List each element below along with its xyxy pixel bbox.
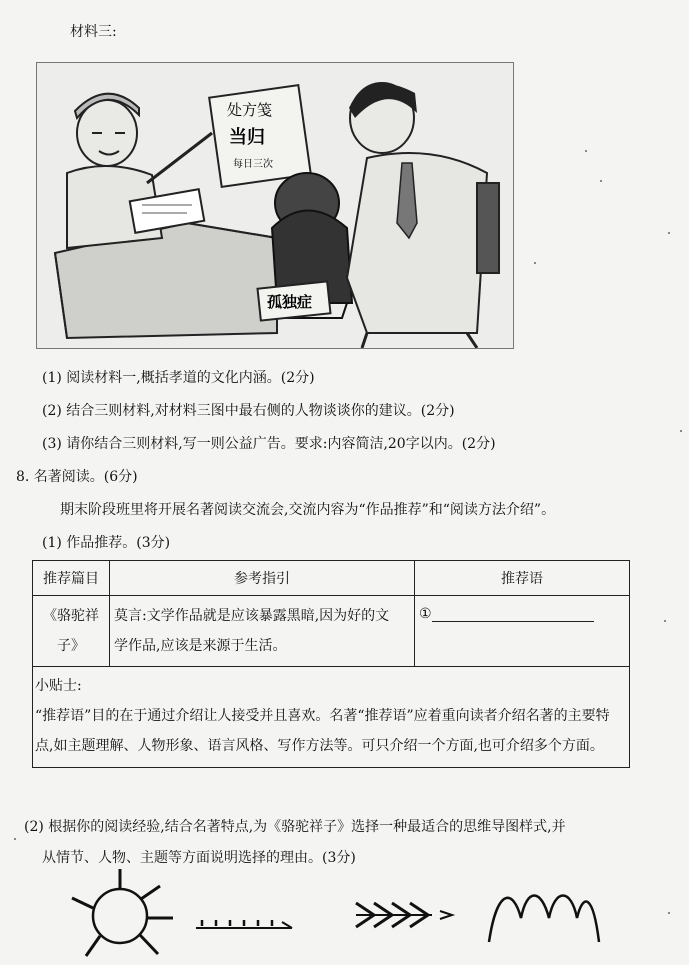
wave-curve-icon[interactable] <box>485 878 605 948</box>
answer-marker: ① <box>419 606 432 622</box>
guide-cell <box>110 596 415 667</box>
recommendation-table <box>32 560 630 768</box>
header-guide: 参考指引 <box>110 561 415 596</box>
material-3-title: 材料三: <box>70 24 117 40</box>
cartoon-illustration <box>36 62 514 349</box>
sun-diagram-icon[interactable] <box>60 866 180 962</box>
tips-text: “推荐语”目的在于通过介绍让人接受并且喜欢。名著“推荐语”应着重向读者介绍名著的主要特点,如主题理解、人物形象、语言风格、写作方法等。可只介绍一个方面,也可介绍多个方面。 <box>35 708 610 754</box>
q8-part2-line-2: 从情节、人物、主题等方面说明选择的理由。(3分) <box>42 850 356 866</box>
answer-blank-line[interactable] <box>432 607 594 622</box>
q8-title: 8. 名著阅读。(6分) <box>16 469 138 485</box>
chevron-sequence-icon[interactable] <box>352 895 467 935</box>
tips-row <box>33 667 630 768</box>
cartoon-svg <box>37 63 513 348</box>
question-1: (1) 阅读材料一,概括孝道的文化内涵。(2分) <box>42 370 315 386</box>
question-2: (2) 结合三则材料,对材料三图中最右侧的人物谈谈你的建议。(2分) <box>42 403 455 419</box>
q8-part2-line-1: (2) 根据你的阅读经验,结合名著特点,为《骆驼祥子》选择一种最适合的思维导图样式,并 <box>24 819 566 835</box>
tips-cell <box>33 667 630 768</box>
question-3: (3) 请你结合三则材料,写一则公益广告。要求:内容简洁,20字以内。(2分) <box>42 436 496 452</box>
book-cell <box>33 596 110 667</box>
table-header-row <box>33 561 630 596</box>
header-book: 推荐篇目 <box>33 561 110 596</box>
guide-line-2: 学作品,应该是来源于生活。 <box>114 638 287 654</box>
q8-part1-title: (1) 作品推荐。(3分) <box>42 535 171 551</box>
q8-intro: 期末阶段班里将开展名著阅读交流会,交流内容为“作品推荐”和“阅读方法介绍”。 <box>60 502 556 518</box>
sign-line-1: 处方笺 <box>227 101 273 119</box>
table-row <box>33 596 630 667</box>
guide-line-1: 莫言:文学作品就是应该暴露黑暗,因为好的文 <box>114 608 390 624</box>
answer-cell <box>415 596 630 667</box>
box-label: 孤独症 <box>267 293 313 311</box>
tips-title: 小贴士: <box>35 678 82 694</box>
book-title-line-2: 子》 <box>57 638 85 654</box>
sign-line-2: 当归 <box>229 127 265 148</box>
book-title-line-1: 《骆驼祥 <box>43 608 99 624</box>
timeline-arrow-icon[interactable] <box>192 910 312 940</box>
sign-line-3: 每日三次 <box>233 159 273 170</box>
header-recommendation: 推荐语 <box>415 561 630 596</box>
